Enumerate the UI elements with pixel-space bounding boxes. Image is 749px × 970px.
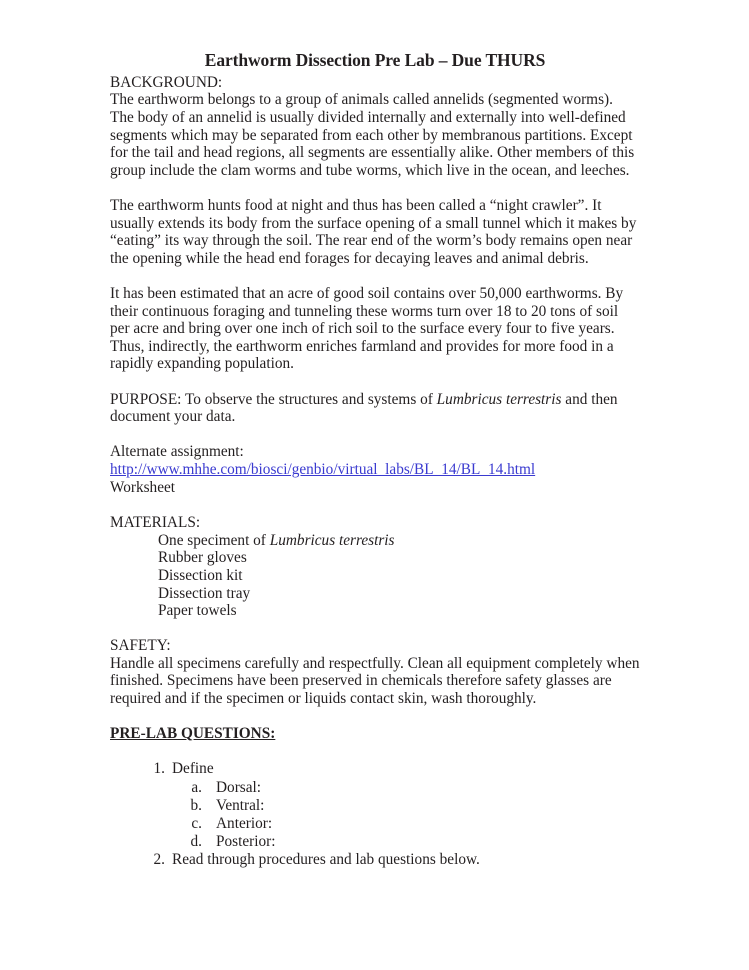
list-item [110,567,640,585]
list-item: Posterior: [216,833,276,851]
spacer [110,373,640,391]
materials-list [110,532,640,620]
material-text: One speciment of [158,531,270,549]
prelab-questions-heading [110,725,640,743]
material-text: Dissection kit [158,566,243,584]
virtual-lab-link[interactable]: http://www.mhhe.com/biosci/genbio/virtual_labs/BL_14/BL_14.html [110,460,536,478]
list-item [143,851,640,869]
background-heading: BACKGROUND: [110,73,223,91]
worksheet-label: Worksheet [110,478,176,496]
alternate-assignment-link-row [110,461,640,479]
spacer [110,426,640,444]
background-paragraph-2: The earthworm hunts food at night and thus has been called a “night crawler”. It usually extends its body from the surface opening of a small tunnel which it makes by “eating” its way through the soil. The rear end of the worm’s body remains open near the opening while the head end forages for decaying leaves and animal debris. [110,197,637,267]
safety-heading: SAFETY: [110,637,171,655]
materials-section [110,514,640,620]
list-item: Anterior: [216,815,273,833]
page-title: Earthworm Dissection Pre Lab – Due THURS [204,50,546,70]
materials-heading: MATERIALS: [110,514,201,532]
purpose-section [110,391,640,426]
spacer [110,267,640,285]
list-item: Dorsal: [216,778,262,796]
prelab-questions-section [110,725,640,869]
background-section [110,74,640,373]
spacer [110,708,640,726]
material-text: Rubber gloves [158,549,247,567]
spacer [110,743,640,761]
list-item [110,602,640,620]
purpose-species: Lumbricus terrestris [436,390,562,408]
material-species: Lumbricus terrestris [269,531,395,549]
list-item [110,585,640,603]
prelab-heading-text: PRE-LAB QUESTIONS: [110,725,276,743]
list-item [110,532,640,550]
spacer [110,497,640,515]
prelab-sub-list [172,779,640,852]
prelab-question-list [110,760,640,869]
safety-section [110,637,640,707]
list-item [110,549,640,567]
question-text: Read through procedures and lab questions below. [172,851,480,869]
list-item: Ventral: [216,796,265,814]
background-paragraph-1: The earthworm belongs to a group of animals called annelids (segmented worms). The body of an annelid is usually divided internally and externally into well-defined segments which may be separated from each other by membranous partitions. Except for the tail and head regions, all segments are essentially alike. Other members of this group include the clam worms and tube worms, which live in the ocean, and leeches. [110,91,635,179]
purpose-prefix: PURPOSE: To observe the structures and systems of [110,390,437,408]
purpose-text [110,391,640,426]
material-text: Paper towels [158,602,237,620]
safety-body: Handle all specimens carefully and respectfully. Clean all equipment completely when finished. Specimens have been preserved in chemicals therefore safety glasses are required and if the specimen or liquids contact skin, wash thoroughly. [110,654,640,708]
question-text: Define [172,760,214,778]
material-text: Dissection tray [158,584,251,602]
spacer [110,620,640,638]
purpose-suffix: and then document your data. [110,390,618,426]
spacer [110,179,640,197]
list-item [143,760,640,851]
alternate-assignment-section [110,443,640,496]
background-paragraph-3: It has been estimated that an acre of good soil contains over 50,000 earthworms. By their continuous foraging and tunneling these worms turn over 18 to 20 tons of soil per acre and bring over one inch of rich soil to the surface every four to five years. Thus, indirectly, the earthworm enriches farmland and provides for more food in a rapidly expanding population. [110,285,624,373]
alternate-assignment-heading: Alternate assignment: [110,443,244,461]
